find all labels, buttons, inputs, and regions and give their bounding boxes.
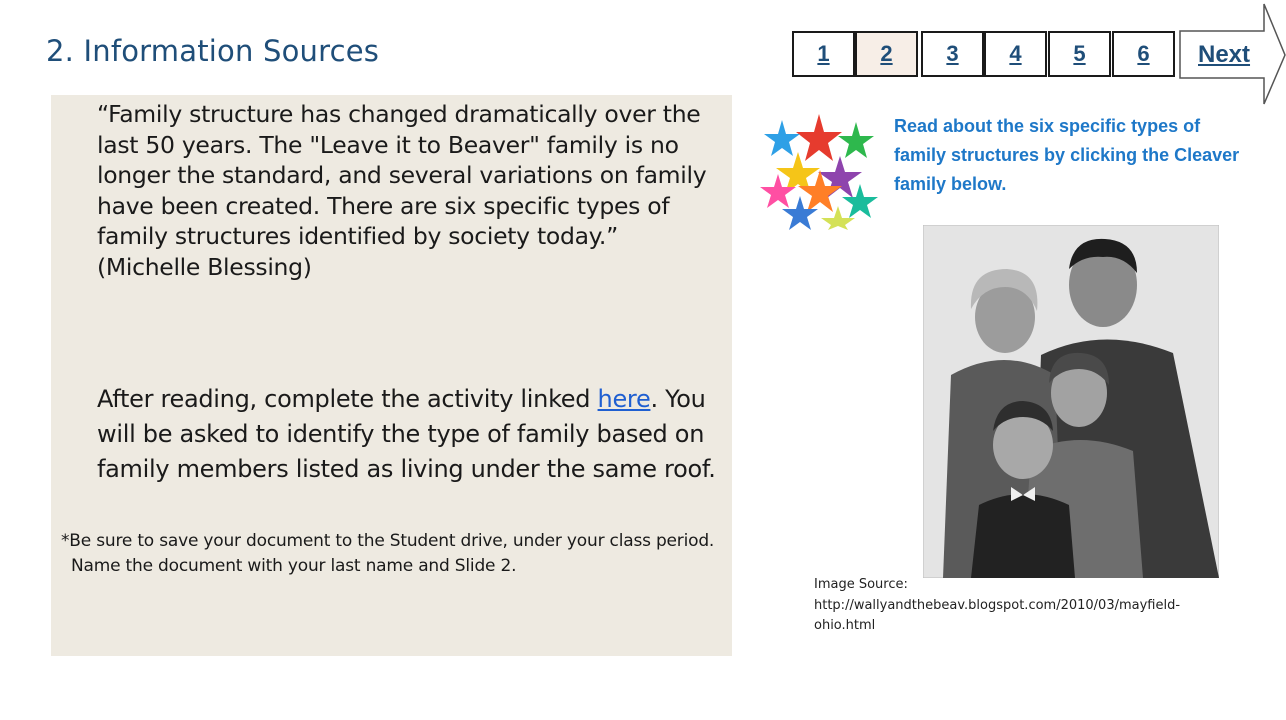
next-button[interactable]: Next <box>1198 41 1251 68</box>
nav-page-4[interactable]: 4 <box>984 31 1047 77</box>
quote-panel <box>51 95 732 656</box>
stars-burst-icon <box>760 112 878 230</box>
instructions-text: Read about the six specific types of family structures by clicking the Cleaver family below. <box>894 116 1240 194</box>
save-note <box>61 529 721 579</box>
slide-navigation <box>792 0 1286 110</box>
save-note-text: *Be sure to save your document to the Student drive, under your class period. Name the document with your last name and Slide 2. <box>61 531 715 576</box>
image-source-url: http://wallyandthebeav.blogspot.com/2010/03/mayfield-ohio.html <box>814 597 1181 633</box>
nav-page-2[interactable]: 2 <box>855 31 918 77</box>
nav-page-6[interactable]: 6 <box>1112 31 1175 77</box>
activity-text-before: After reading, complete the activity linked <box>97 385 598 413</box>
quote-text: “Family structure has changed dramatically over the last 50 years. The "Leave it to Beaver" family is no longer the standard, and several variations on family have been created. There are six specific types of family structures identified by society today.” (Michelle Blessing) <box>97 100 707 281</box>
image-source-label: Image Source: <box>814 577 908 592</box>
nav-page-5[interactable]: 5 <box>1048 31 1111 77</box>
activity-text-after: . You will be asked to identify the type of family based on family members listed as living under the same roof. <box>97 385 716 483</box>
slide-title: 2. Information Sources <box>46 34 380 68</box>
activity-link[interactable]: here <box>597 385 651 413</box>
activity-text <box>97 382 727 487</box>
image-source-credit <box>814 575 1214 637</box>
cleaver-family-photo[interactable] <box>923 225 1219 578</box>
nav-page-1[interactable]: 1 <box>792 31 855 77</box>
nav-page-3[interactable]: 3 <box>921 31 984 77</box>
